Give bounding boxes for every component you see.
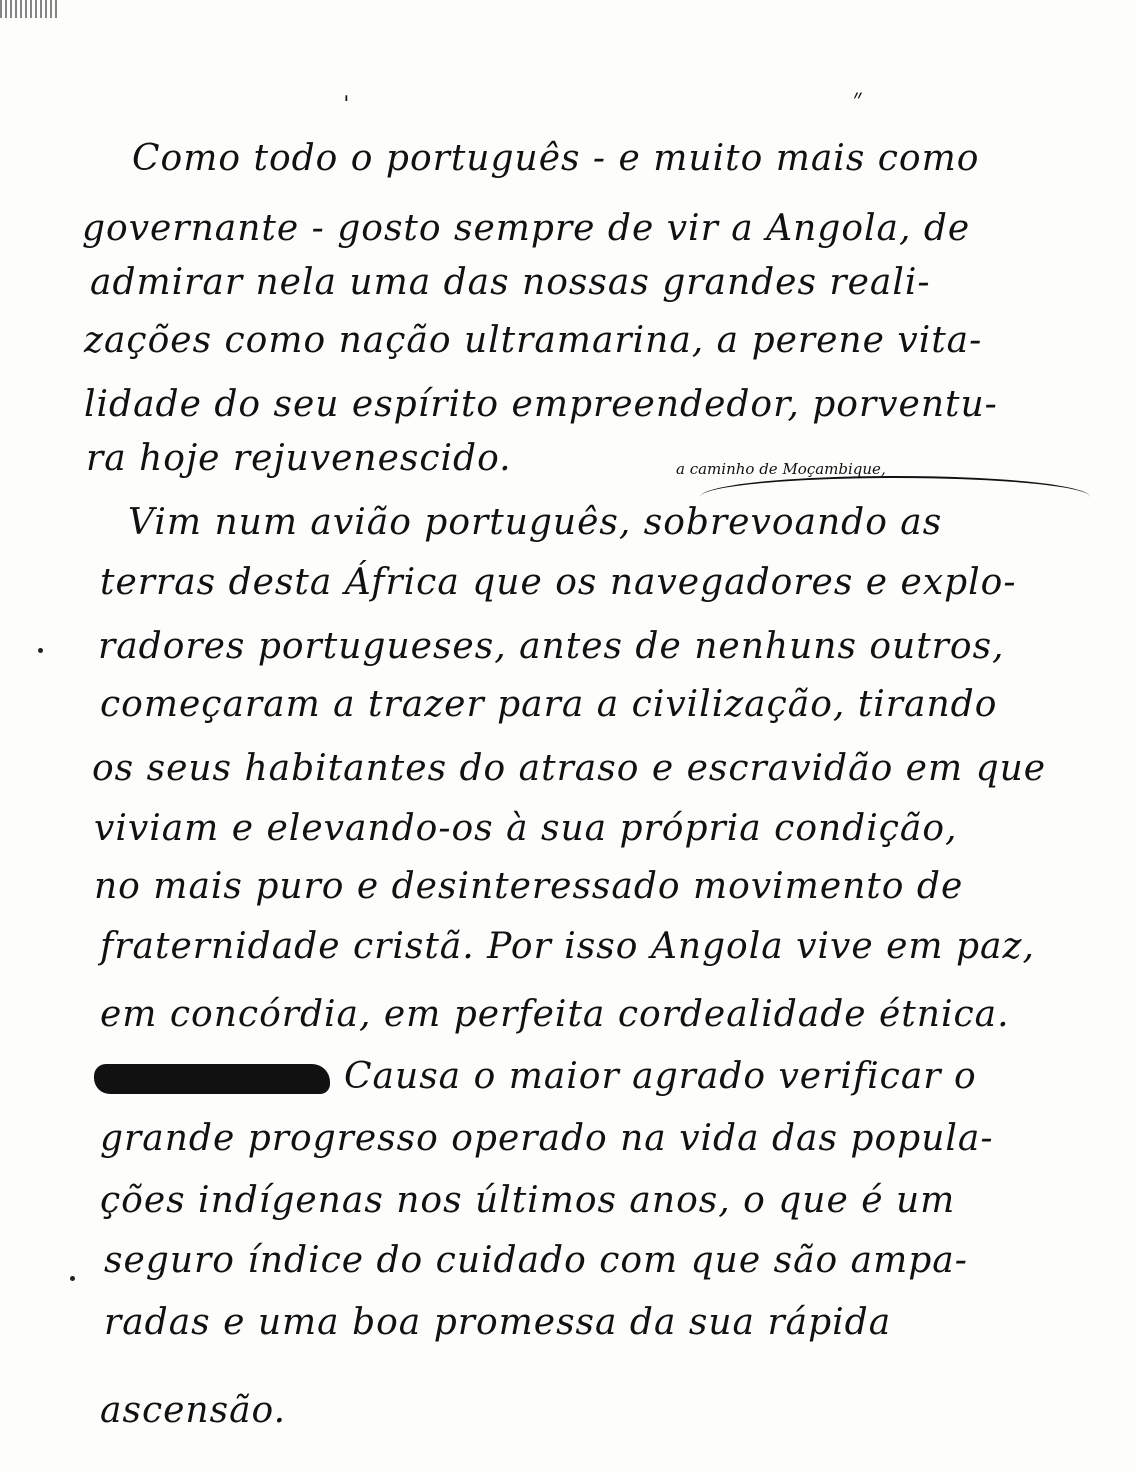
handwritten-insertion: a caminho de Moçambique,	[676, 460, 886, 478]
text-line: começaram a trazer para a civilização, tirando	[100, 684, 998, 725]
text-line: Vim num avião português, sobrevoando as	[128, 502, 943, 543]
text-line: seguro índice do cuidado com que são ampa-	[104, 1240, 968, 1281]
margin-dot	[38, 648, 43, 653]
text-line: grande progresso operado na vida das popula-	[100, 1118, 994, 1159]
margin-dot	[70, 1276, 75, 1281]
scan-edge-artifact	[0, 0, 60, 18]
text-line: ra hoje rejuvenescido.	[86, 438, 512, 479]
text-line: zações como nação ultramarina, a perene vita-	[84, 320, 983, 361]
text-line: Como todo o português - e muito mais como	[132, 138, 980, 179]
text-line: radas e uma boa promessa da sua rápida	[104, 1302, 892, 1343]
struck-out-word	[94, 1064, 330, 1094]
text-line: Causa o maior agrado verificar o	[344, 1056, 977, 1097]
text-line: lidade do seu espírito empreendedor, porventu-	[84, 384, 998, 425]
text-line: admirar nela uma das nossas grandes reali-	[90, 262, 931, 303]
text-line: terras desta África que os navegadores e explo-	[100, 562, 1017, 603]
text-line: no mais puro e desinteressado movimento de	[94, 866, 964, 907]
stray-quote-mark: ״	[853, 84, 863, 114]
text-line: os seus habitantes do atraso e escravidão em que	[92, 748, 1047, 789]
text-line: em concórdia, em perfeita cordealidade étnica.	[100, 994, 1010, 1035]
text-line: ascensão.	[100, 1390, 287, 1431]
text-line: viviam e elevando-os à sua própria condição,	[94, 808, 958, 849]
stray-tick-mark: ˈ	[343, 92, 350, 120]
text-line: fraternidade cristã. Por isso Angola vive em paz,	[100, 926, 1035, 967]
text-line: radores portugueses, antes de nenhuns outros,	[98, 626, 1005, 667]
text-line: governante - gosto sempre de vir a Angola, de	[82, 208, 971, 249]
text-line: ções indígenas nos últimos anos, o que é um	[100, 1180, 956, 1221]
